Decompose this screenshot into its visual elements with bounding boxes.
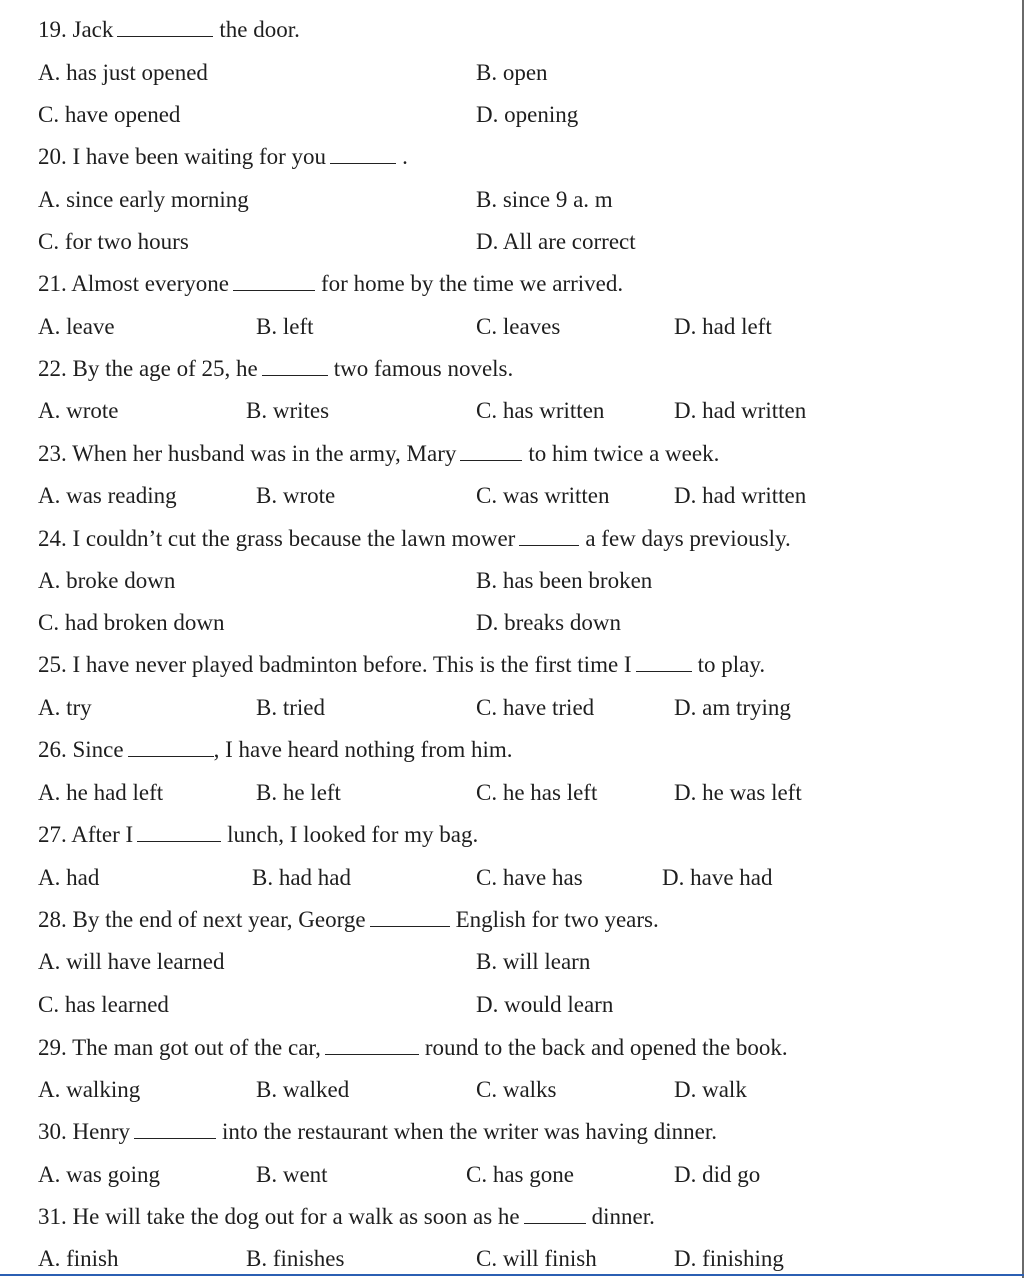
question-29 (38, 1034, 788, 1062)
answer-blank (524, 1205, 586, 1224)
question-24 (38, 525, 791, 553)
option-c[interactable]: C. he has left (476, 780, 598, 805)
question-stem: 27. After I (38, 822, 134, 847)
option-a[interactable]: A. broke down (38, 568, 176, 593)
question-stem-end: for home by the time we arrived. (321, 271, 624, 296)
question-20 (38, 143, 408, 171)
option-d[interactable]: D. he was left (674, 780, 802, 805)
question-stem-end: the door. (219, 17, 300, 42)
answer-blank (134, 1120, 216, 1139)
option-d[interactable]: D. finishing (674, 1246, 784, 1271)
question-28 (38, 906, 659, 934)
option-d[interactable]: D. am trying (674, 695, 791, 720)
question-stem: 28. By the end of next year, George (38, 907, 366, 932)
question-stem-end: lunch, I looked for my bag. (227, 822, 479, 847)
option-c[interactable]: C. walks (476, 1077, 557, 1102)
option-a[interactable]: A. try (38, 695, 92, 720)
option-c[interactable]: C. was written (476, 483, 610, 508)
option-d[interactable]: D. opening (476, 102, 579, 127)
option-a[interactable]: A. was going (38, 1162, 161, 1187)
option-d[interactable]: D. walk (674, 1077, 747, 1102)
option-c[interactable]: C. had broken down (38, 610, 225, 635)
question-26 (38, 736, 513, 764)
question-stem-end: to play. (697, 652, 766, 677)
question-stem-end: into the restaurant when the writer was having dinner. (221, 1119, 717, 1144)
question-stem-end: a few days previously. (585, 526, 791, 551)
option-d[interactable]: D. had written (674, 483, 807, 508)
option-b[interactable]: B. wrote (256, 483, 336, 508)
question-31 (38, 1203, 655, 1231)
option-c[interactable]: C. have opened (38, 102, 181, 127)
option-a[interactable]: A. has just opened (38, 60, 208, 85)
answer-blank (370, 908, 450, 927)
option-c[interactable]: C. has gone (466, 1162, 574, 1187)
question-stem-end: dinner. (591, 1204, 655, 1229)
question-stem-end: , I have heard nothing from him. (213, 737, 513, 762)
option-c[interactable]: C. has learned (38, 992, 169, 1017)
option-b[interactable]: B. finishes (246, 1246, 345, 1271)
option-a[interactable]: A. finish (38, 1246, 119, 1271)
question-27 (38, 821, 478, 849)
question-stem: 19. Jack (38, 17, 114, 42)
option-a[interactable]: A. leave (38, 314, 115, 339)
option-b[interactable]: B. will learn (476, 949, 591, 974)
question-stem-end: two famous novels. (333, 356, 514, 381)
question-22 (38, 355, 513, 383)
option-c[interactable]: C. have tried (476, 695, 595, 720)
option-b[interactable]: B. since 9 a. m (476, 187, 613, 212)
answer-blank (519, 527, 579, 546)
option-a[interactable]: A. had (38, 865, 100, 890)
option-b[interactable]: B. walked (256, 1077, 350, 1102)
option-b[interactable]: B. tried (256, 695, 325, 720)
option-c[interactable]: C. will finish (476, 1246, 597, 1271)
option-c[interactable]: C. leaves (476, 314, 561, 339)
option-b[interactable]: B. had had (252, 865, 352, 890)
question-stem: 25. I have never played badminton before. This is the first time I (38, 652, 632, 677)
question-stem-end: to him twice a week. (528, 441, 720, 466)
question-stem: 26. Since (38, 737, 124, 762)
option-a[interactable]: A. wrote (38, 398, 119, 423)
option-d[interactable]: D. did go (674, 1162, 761, 1187)
option-a[interactable]: A. walking (38, 1077, 141, 1102)
question-stem-end: English for two years. (455, 907, 659, 932)
answer-blank (262, 357, 328, 376)
question-stem: 30. Henry (38, 1119, 130, 1144)
option-a[interactable]: A. since early morning (38, 187, 249, 212)
answer-blank (128, 738, 214, 757)
question-21 (38, 270, 623, 298)
option-c[interactable]: C. has written (476, 398, 605, 423)
question-stem-end: round to the back and opened the book. (424, 1035, 788, 1060)
option-d[interactable]: D. All are correct (476, 229, 636, 254)
option-d[interactable]: D. had left (674, 314, 772, 339)
option-b[interactable]: B. writes (246, 398, 330, 423)
option-a[interactable]: A. he had left (38, 780, 164, 805)
option-c[interactable]: C. have has (476, 865, 583, 890)
option-b[interactable]: B. open (476, 60, 548, 85)
question-stem: 31. He will take the dog out for a walk as soon as he (38, 1204, 520, 1229)
answer-blank (117, 18, 213, 37)
answer-blank (137, 823, 221, 842)
option-a[interactable]: A. was reading (38, 483, 177, 508)
answer-blank (325, 1036, 419, 1055)
option-c[interactable]: C. for two hours (38, 229, 189, 254)
option-b[interactable]: B. went (256, 1162, 328, 1187)
question-25 (38, 651, 765, 679)
question-23 (38, 440, 719, 468)
question-stem-end: . (402, 144, 408, 169)
answer-blank (636, 653, 692, 672)
question-stem: 21. Almost everyone (38, 271, 229, 296)
option-a[interactable]: A. will have learned (38, 949, 225, 974)
question-stem: 20. I have been waiting for you (38, 144, 327, 169)
option-d[interactable]: D. had written (674, 398, 807, 423)
answer-blank (460, 442, 522, 461)
question-30 (38, 1118, 717, 1146)
option-b[interactable]: B. has been broken (476, 568, 653, 593)
option-b[interactable]: B. left (256, 314, 314, 339)
option-d[interactable]: D. have had (662, 865, 773, 890)
question-stem: 22. By the age of 25, he (38, 356, 258, 381)
option-d[interactable]: D. would learn (476, 992, 614, 1017)
question-stem: 29. The man got out of the car, (38, 1035, 321, 1060)
answer-blank (330, 145, 396, 164)
question-19 (38, 16, 300, 44)
page-bottom-border (0, 1274, 1024, 1276)
answer-blank (233, 272, 315, 291)
question-stem: 24. I couldn’t cut the grass because the lawn mower (38, 526, 516, 551)
option-b[interactable]: B. he left (256, 780, 341, 805)
question-stem: 23. When her husband was in the army, Mary (38, 441, 457, 466)
option-d[interactable]: D. breaks down (476, 610, 621, 635)
